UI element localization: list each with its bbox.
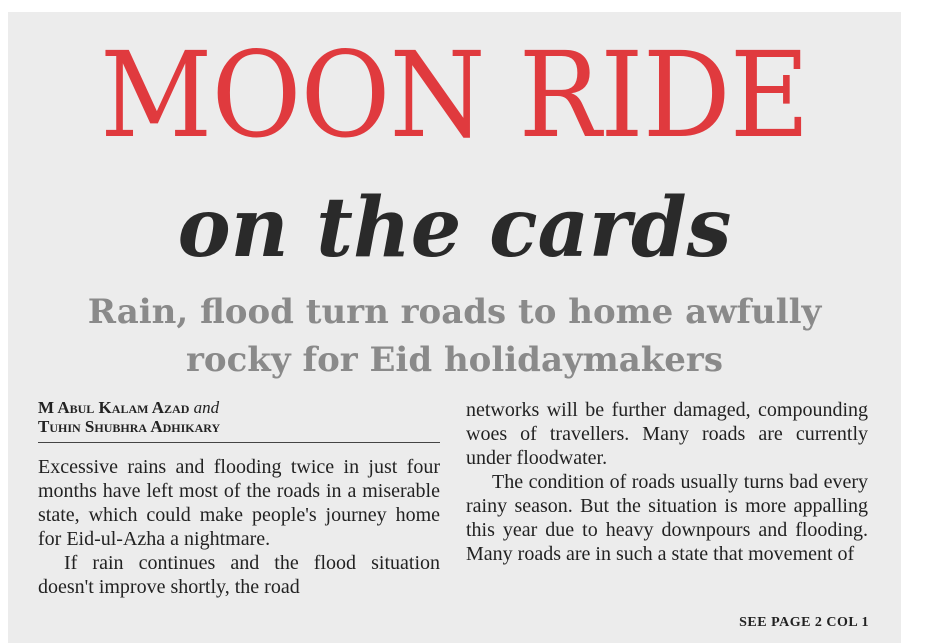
left-column	[38, 398, 440, 599]
byline-author-2: Tuhin Shubhra Adhikary	[38, 417, 221, 436]
subheadline: on the cards	[177, 180, 732, 276]
newspaper-page	[8, 12, 901, 643]
byline-author-1: M Abul Kalam Azad	[38, 398, 190, 417]
deck	[8, 288, 901, 384]
right-paragraph-1: networks will be further damaged, compounding woes of travellers. Many roads are currently under floodwater.	[466, 399, 868, 469]
byline	[38, 398, 440, 443]
left-paragraph-1: Excessive rains and flooding twice in just four months have left most of the roads in a miserable state, which could make people's journey home for Eid-ul-Azha a nightmare.	[38, 456, 440, 550]
byline-conjunction: and	[193, 398, 220, 417]
continuation-note: SEE PAGE 2 COL 1	[739, 615, 869, 630]
headline: MOON RIDE	[100, 26, 809, 164]
left-paragraph-2: If rain continues and the flood situation doesn't improve shortly, the road	[38, 552, 440, 598]
deck-line-1: Rain, flood turn roads to home awfully	[87, 292, 822, 332]
right-column	[466, 398, 868, 566]
right-paragraph-2: The condition of roads usually turns bad every rainy season. But the situation is more appalling this year due to heavy downpours and flooding. Many roads are in such a state that movement of	[466, 471, 868, 565]
deck-line-2: rocky for Eid holidaymakers	[186, 340, 723, 380]
